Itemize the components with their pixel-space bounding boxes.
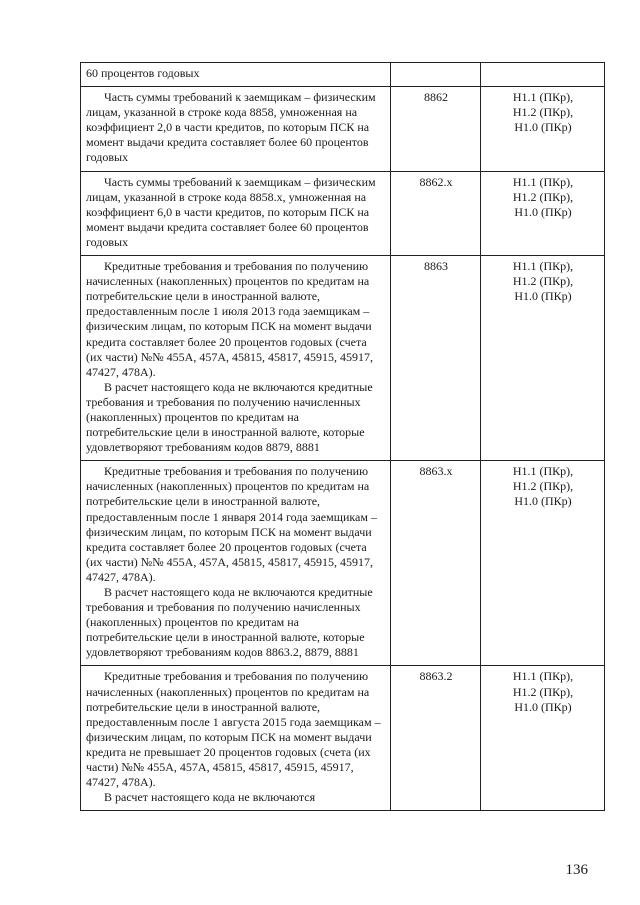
table-row [81,666,605,811]
row-code: 8862.х [419,174,453,189]
norm-item: Н1.2 (ПКр), [512,274,574,289]
description-cell [81,256,391,461]
norm-item: Н1.2 (ПКр), [512,105,574,120]
norm-item: Н1.2 (ПКр), [512,684,574,699]
description-paragraph: Кредитные требования и требования по получению начисленных (накопленных) процентов по кредитам на потребительские цели в иностранной валюте, предоставленным после 1 июля 2013 года заемщикам – физическим лицам, по которым ПСК на момент выдачи кредита составляет более 20 процентов годовых (счета (их части) №№ 455А, 457А, 45815, 45817, 45915, 45917, 47427, 478А). [86,259,373,379]
description-paragraph: Часть суммы требований к заемщикам – физическим лицам, указанной в строке кода 8858, умноженная на коэффициент 2,0 в части кредитов, по которым ПСК на момент выдачи кредита составляет более 60 процентов годовых [86,90,376,165]
code-cell [391,171,481,255]
norm-item: Н1.1 (ПКр), [512,174,574,189]
description-cell [81,87,391,171]
table-row-continuation [81,63,605,87]
row-code: 8863 [424,259,448,274]
norm-item: Н1.1 (ПКр), [512,669,574,684]
code-cell [391,87,481,171]
description-paragraph: В расчет настоящего кода не включаются кредитные требования и требования по получению начисленных (накопленных) процентов по кредитам на потребительские цели в иностранной валюте, которые удовлетворяют требованиям кодов 8879, 8881 [86,379,373,455]
norms-cell [481,63,605,87]
norms-cell [481,87,605,171]
description-cell [81,63,391,87]
norm-item: Н1.1 (ПКр), [512,464,574,479]
code-cell [391,666,481,811]
table-row [81,171,605,255]
description-paragraph: Часть суммы требований к заемщикам – физическим лицам, указанной в строке кода 8858.х, умноженная на коэффициент 6,0 в части кредитов, по которым ПСК на момент выдачи кредита составляет более 60 процентов годовых [86,174,376,249]
table-body [81,63,605,811]
norm-item: Н1.1 (ПКр), [512,90,574,105]
norm-item: Н1.0 (ПКр) [514,699,572,714]
row-code: 8862 [424,90,448,105]
norms-cell [481,666,605,811]
continuation-text: 60 процентов годовых [86,66,200,80]
code-cell [391,256,481,461]
description-paragraph: В расчет настоящего кода не включаются кредитные требования и требования по получению начисленных (накопленных) процентов по кредитам на потребительские цели в иностранной валюте, которые удовлетворяют требованиям кодов 8863.2, 8879, 8881 [86,585,373,660]
description-cell [81,171,391,255]
description-cell [81,666,391,811]
norm-item: Н1.0 (ПКр) [514,120,572,135]
description-paragraph: Кредитные требования и требования по получению начисленных (накопленных) процентов по кредитам на потребительские цели в иностранной валюте, предоставленным после 1 января 2014 года заемщикам – физическим лицам, по которым ПСК на момент выдачи кредита составляет более 20 процентов годовых (счета (их части) №№ 455А, 457А, 45815, 45817, 45915, 45917, 47427, 478А). [86,464,377,584]
page-number: 136 [565,862,588,878]
norms-cell [481,461,605,666]
row-code: 8863.х [419,464,453,479]
description-paragraph: Кредитные требования и требования по получению начисленных (накопленных) процентов по кредитам на потребительские цели в иностранной валюте, предоставленным после 1 августа 2015 года заемщикам – физическим лицам, по которым ПСК на момент выдачи кредита не превышает 20 процентов годовых (счета (их части) №№ 455А, 457А, 45815, 45817, 45915, 45917, 47427, 478А). [86,669,381,790]
table-row [81,87,605,171]
norm-item: Н1.2 (ПКр), [512,189,574,204]
row-code: 8863.2 [419,669,453,684]
norm-item: Н1.0 (ПКр) [514,494,572,509]
norms-cell [481,171,605,255]
description-paragraph: В расчет настоящего кода не включаются [104,790,316,805]
norm-item: Н1.1 (ПКр), [512,259,574,274]
table-row [81,256,605,461]
norm-item: Н1.0 (ПКр) [514,204,572,219]
table-row [81,461,605,666]
description-cell [81,461,391,666]
norm-item: Н1.0 (ПКр) [514,289,572,304]
norm-item: Н1.2 (ПКр), [512,479,574,494]
norms-cell [481,256,605,461]
document-table [80,62,605,811]
code-cell [391,461,481,666]
code-cell [391,63,481,87]
